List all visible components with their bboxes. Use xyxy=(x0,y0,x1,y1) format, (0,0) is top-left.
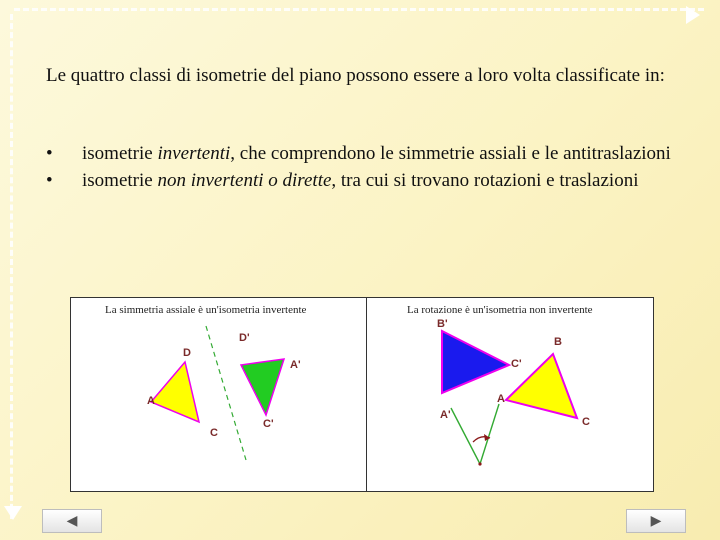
bullet-item-invertenti xyxy=(46,140,686,167)
border-arrow-down-icon xyxy=(4,506,22,520)
decorative-border-left xyxy=(10,14,23,519)
decorative-border-top xyxy=(14,8,704,23)
bullet-list xyxy=(46,140,686,194)
bullet-mark: • xyxy=(46,170,53,191)
next-slide-button[interactable] xyxy=(626,509,686,533)
point-label-d-prime: D' xyxy=(239,332,250,344)
bullet-mark: • xyxy=(46,143,53,164)
previous-arrow-icon: ◀ xyxy=(66,513,78,529)
point-label-a: A xyxy=(147,395,155,407)
point-label-c-prime: C' xyxy=(511,358,522,370)
point-label-b-prime: B' xyxy=(437,318,448,330)
point-label-c-prime: C' xyxy=(263,418,274,430)
yellow-triangle xyxy=(151,362,199,422)
point-label-a: A xyxy=(497,393,505,405)
point-label-c: C xyxy=(210,427,218,439)
point-label-c: C xyxy=(582,416,590,428)
point-label-a-prime: A' xyxy=(290,359,301,371)
point-label-d: D xyxy=(183,347,191,359)
rotation-segment-a xyxy=(480,404,499,464)
bullet-text-start: isometrie xyxy=(82,143,158,164)
rotation-segment-a-prime xyxy=(451,408,480,464)
axial-symmetry-caption: La simmetria assiale è un'isometria invertente xyxy=(105,304,307,316)
bullet-text-end: , che comprendono le simmetrie assiali e le antitraslazioni xyxy=(230,143,671,164)
bullet-emphasis: invertenti xyxy=(157,143,231,164)
bullet-text-start: isometrie xyxy=(82,170,158,191)
border-arrow-right-icon xyxy=(686,6,700,24)
green-triangle xyxy=(241,359,284,415)
bullet-text-end: , tra cui si trovano rotazioni e traslazioni xyxy=(331,170,639,191)
isometry-diagram xyxy=(71,298,653,491)
rotation-caption: La rotazione è un'isometria non invertente xyxy=(407,304,593,316)
bullet-emphasis: non invertenti o dirette xyxy=(157,170,332,191)
point-label-b: B xyxy=(554,336,562,348)
bullet-item-non-invertenti xyxy=(46,167,686,194)
point-label-a-prime: A' xyxy=(440,409,451,421)
intro-paragraph: Le quattro classi di isometrie del piano possono essere a loro volta classificate in: xyxy=(46,65,665,86)
rotation-center xyxy=(478,462,481,465)
bullet-text xyxy=(82,140,686,167)
blue-triangle xyxy=(442,331,509,393)
next-arrow-icon: ▶ xyxy=(650,513,662,529)
previous-slide-button[interactable] xyxy=(42,509,102,533)
isometry-figure xyxy=(70,297,654,492)
symmetry-axis xyxy=(206,326,246,460)
bullet-text xyxy=(82,167,686,194)
